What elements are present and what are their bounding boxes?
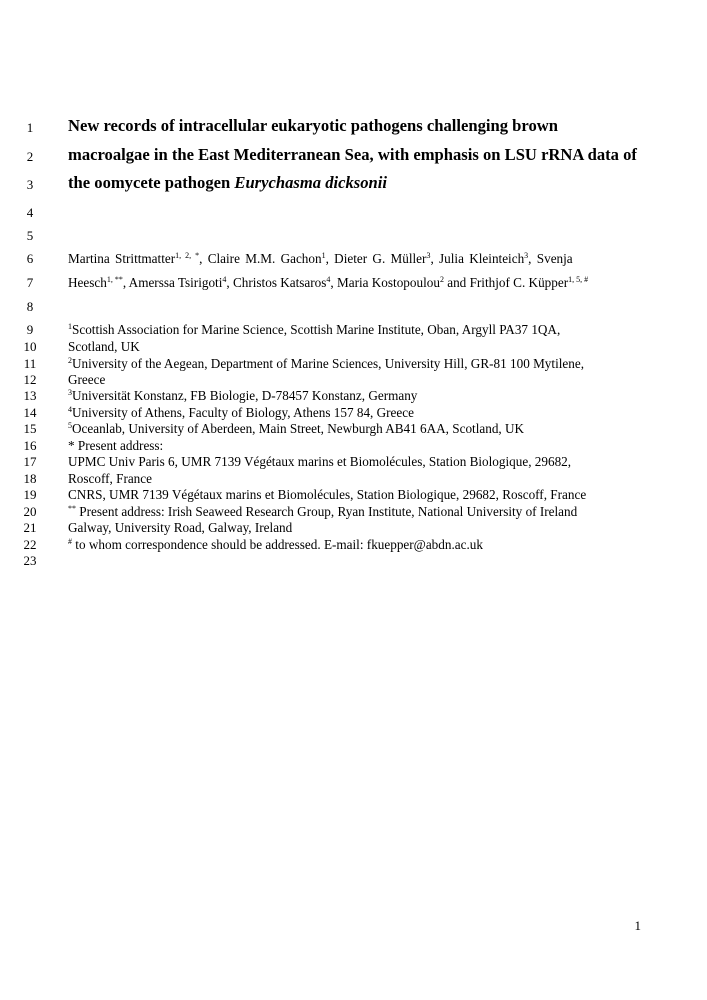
author: , Christos Katsaros — [226, 275, 327, 290]
author-affiliation-mark: 1, 2, * — [175, 251, 200, 260]
present-address-1-cont: Roscoff, France — [68, 471, 152, 486]
paper-title-line-3 — [68, 173, 637, 193]
affiliation-mark: 5 — [68, 421, 72, 430]
affiliation-text: Universität Konstanz, FB Biologie, D-78457 Konstanz, Germany — [72, 388, 418, 403]
affiliation-5 — [68, 421, 637, 437]
author: , Julia Kleinteich — [430, 251, 525, 266]
paper-title-line-2: macroalgae in the East Mediterranean Sea, with emphasis on LSU rRNA data of — [68, 145, 637, 164]
author-affiliation-mark: 1, 5, # — [568, 275, 589, 284]
author: , Claire M.M. Gachon — [199, 251, 322, 266]
affiliation-3 — [68, 388, 637, 404]
line-number: 21 — [23, 520, 37, 535]
author-affiliation-mark: 1 — [321, 251, 326, 260]
footnote-mark: # — [68, 537, 72, 546]
line-number: 10 — [23, 339, 37, 354]
title-prefix: the oomycete pathogen — [68, 173, 235, 192]
line-number: 20 — [23, 504, 37, 519]
line-number: 19 — [23, 487, 37, 502]
line-number: 16 — [23, 438, 37, 453]
line-number: 5 — [26, 228, 34, 243]
author-line-1 — [68, 251, 637, 267]
affiliation-2-cont: Greece — [68, 372, 106, 387]
line-number: 4 — [26, 205, 34, 220]
present-address-label: * Present address: — [68, 438, 164, 453]
line-number: 14 — [23, 405, 37, 420]
author: and Frithjof C. Küpper — [443, 275, 569, 290]
paper-title-line-1: New records of intracellular eukaryotic pathogens challenging brown — [68, 116, 558, 135]
author: , Dieter G. Müller — [325, 251, 427, 266]
affiliation-text: Scottish Association for Marine Science, Scottish Marine Institute, Oban, Argyll PA37 1QA, — [72, 322, 561, 337]
line-number: 15 — [23, 421, 37, 436]
author: , Svenja — [528, 251, 573, 266]
line-number: 9 — [26, 322, 34, 337]
present-address-3-cont: Galway, University Road, Galway, Ireland — [68, 520, 293, 535]
author: Martina Strittmatter — [68, 251, 176, 266]
footnote-mark: ** — [68, 504, 76, 513]
species-name: Eurychasma dicksonii — [234, 173, 387, 192]
author-affiliation-mark: 3 — [426, 251, 431, 260]
line-number: 1 — [26, 120, 34, 135]
present-address-text: Present address: Irish Seaweed Research Group, Ryan Institute, National University of Ireland — [76, 504, 578, 519]
line-number: 12 — [23, 372, 37, 387]
line-number: 8 — [26, 299, 34, 314]
author: Heesch — [68, 275, 107, 290]
line-number: 18 — [23, 471, 37, 486]
author-affiliation-mark: 4 — [222, 275, 227, 284]
line-number: 13 — [23, 388, 37, 403]
line-number: 7 — [26, 275, 34, 290]
author: , Amerssa Tsirigoti — [122, 275, 223, 290]
affiliation-text: Oceanlab, University of Aberdeen, Main Street, Newburgh AB41 6AA, Scotland, UK — [72, 421, 525, 436]
affiliation-mark: 2 — [68, 356, 72, 365]
line-number: 23 — [23, 553, 37, 568]
line-number: 17 — [23, 454, 37, 469]
affiliation-mark: 4 — [68, 405, 72, 414]
present-address-2: CNRS, UMR 7139 Végétaux marins et Biomolécules, Station Biologique, 29682, Roscoff, France — [68, 487, 587, 502]
line-number: 3 — [26, 177, 34, 192]
author-affiliation-mark: 3 — [524, 251, 529, 260]
line-number: 2 — [26, 149, 34, 164]
author-affiliation-mark: 4 — [326, 275, 331, 284]
line-number: 6 — [26, 251, 34, 266]
present-address-3 — [68, 504, 637, 520]
author-line-2 — [68, 275, 637, 291]
correspondence-text: to whom correspondence should be addressed. E-mail: fkuepper@abdn.ac.uk — [72, 537, 483, 552]
correspondence-note — [68, 537, 637, 553]
present-address-1: UPMC Univ Paris 6, UMR 7139 Végétaux marins et Biomolécules, Station Biologique, 29682, — [68, 454, 572, 469]
affiliation-text: University of the Aegean, Department of Marine Sciences, University Hill, GR-81 100 Mytilene, — [72, 356, 584, 371]
page-number: 1 — [634, 918, 641, 933]
affiliation-mark: 1 — [68, 322, 72, 331]
affiliation-1 — [68, 322, 637, 338]
affiliation-1-cont: Scotland, UK — [68, 339, 140, 354]
line-number: 11 — [23, 356, 37, 371]
affiliation-2 — [68, 356, 637, 372]
author-affiliation-mark: 1, ** — [106, 275, 123, 284]
author-affiliation-mark: 2 — [439, 275, 444, 284]
author: , Maria Kostopoulou — [330, 275, 440, 290]
affiliation-text: University of Athens, Faculty of Biology, Athens 157 84, Greece — [72, 405, 414, 420]
affiliation-mark: 3 — [68, 388, 72, 397]
affiliation-4 — [68, 405, 637, 421]
line-number: 22 — [23, 537, 37, 552]
